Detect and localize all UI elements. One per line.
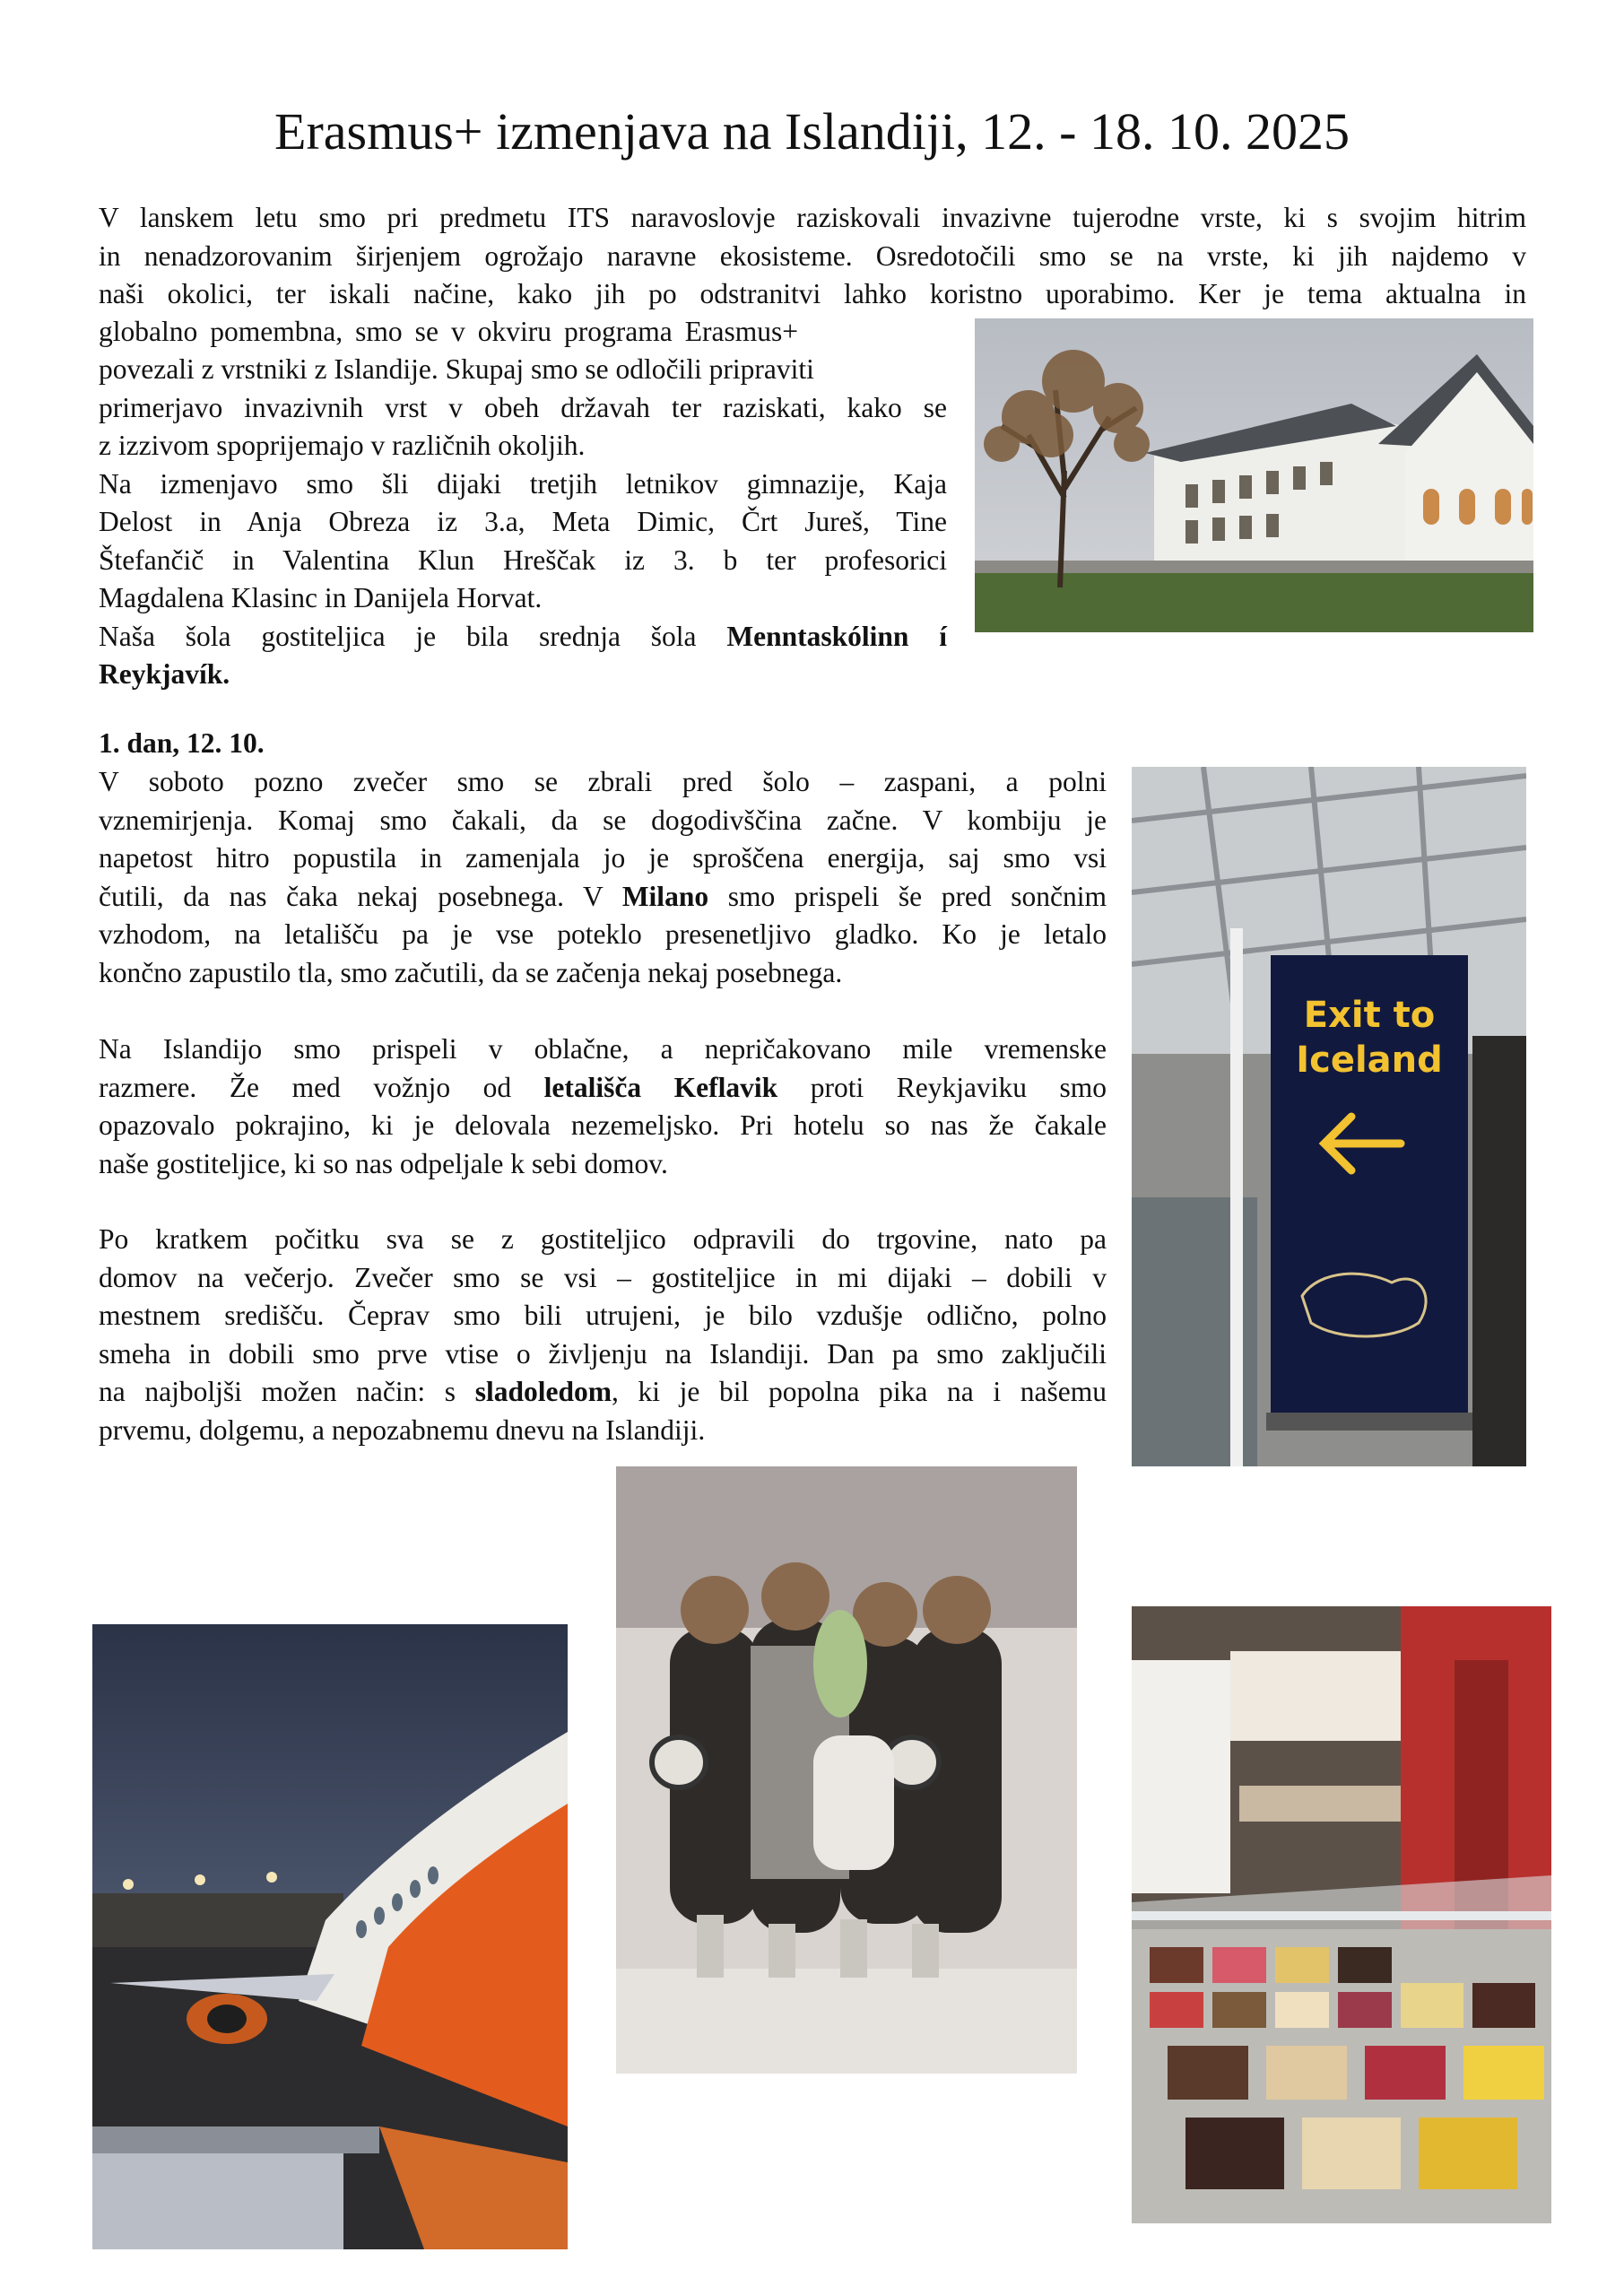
day1-line: mestnem središču. Čeprav smo bili utrujeni, je bilo vzdušje odlično, polno xyxy=(99,1300,1107,1331)
day1-line: naše gostiteljice, ki so nas odpeljale k sebi domov. xyxy=(99,1147,668,1179)
intro-line: V lanskem letu smo pri predmetu ITS naravoslovje raziskovali invazivne tujerodne vrste, ki s svojim hitrim xyxy=(99,202,1526,233)
day1-line: domov na večerjo. Zvečer smo se vsi – gostiteljice in mi dijaki – dobili v xyxy=(99,1261,1107,1293)
day1-paragraph-1 xyxy=(99,763,1107,992)
airport-keflavik: letališča Keflavik xyxy=(543,1071,778,1103)
intro-line: Na izmenjavo smo šli dijaki tretjih letnikov gimnazije, Kaja xyxy=(99,467,947,500)
day1-line: smeha in dobili smo prve vtise o življenju na Islandiji. Dan pa smo zaključili xyxy=(99,1337,1107,1370)
ice-cream-word: sladoledom xyxy=(474,1376,612,1407)
host-school-line-2 xyxy=(99,656,947,694)
intro-line: Štefančič in Valentina Klun Hreščak iz 3. b ter profesorici xyxy=(99,544,947,576)
day1-paragraph-2 xyxy=(99,1031,1107,1183)
sign-text-exit: Exit to xyxy=(1303,995,1436,1036)
host-school-line xyxy=(99,618,947,657)
day1-line-part: na najboljši možen način: s xyxy=(99,1376,456,1407)
intro-line: Delost in Anja Obreza iz 3.a, Meta Dimic, Črt Jureš, Tine xyxy=(99,506,947,537)
page-title: Erasmus+ izmenjava na Islandiji, 12. - 18. 10. 2025 xyxy=(274,102,1350,161)
host-prefix: Naša šola gostiteljica je bila srednja šola xyxy=(99,620,697,652)
intro-paragraph-narrow xyxy=(99,351,947,694)
day1-line: vznemirjenja. Komaj smo čakali, da se dogodivščina začne. V kombiju je xyxy=(99,804,1107,836)
day1-line: prvemu, dolgemu, a nepozabnemu dnevu na Islandiji. xyxy=(99,1413,706,1446)
airport-exit-sign-photo xyxy=(1132,767,1526,1466)
intro-line: Magdalena Klasinc in Danijela Horvat. xyxy=(99,582,543,613)
day1-line: končno zapustilo tla, smo začutili, da se začenja nekaj posebnega. xyxy=(99,956,843,988)
day1-heading-text: 1. dan, 12. 10. xyxy=(99,727,265,759)
intro-line: naši okolici, ter iskali načine, kako jih po odstranitvi lahko koristno uporabimo. Ker je tema aktualna in xyxy=(99,278,1526,309)
intro-paragraph xyxy=(99,199,1526,314)
host-school-name: Menntaskólinn í xyxy=(726,620,947,652)
airplane-boarding-photo xyxy=(92,1624,568,2249)
day1-line: vzhodom, na letališču pa je vse poteklo presenetljivo gladko. Ko je letalo xyxy=(99,918,1107,950)
city-milano: Milano xyxy=(621,880,709,912)
day1-paragraph-3 xyxy=(99,1221,1107,1449)
day1-line: V soboto pozno zvečer smo se zbrali pred šolo – zaspani, a polni xyxy=(99,766,1107,797)
intro-line: povezali z vrstniki z Islandije. Skupaj smo se odločili pripraviti xyxy=(99,353,814,385)
intro-line: z izzivom spoprijemajo v različnih okoljih. xyxy=(99,430,586,461)
ice-cream-counter-photo xyxy=(1132,1606,1551,2223)
intro-line: in nenadzorovanim širjenjem ogrožajo naravne ekosisteme. Osredotočili smo se na vrste, ki jih najdemo v xyxy=(99,239,1526,272)
day1-line-keflavik xyxy=(99,1069,1107,1108)
intro-paragraph-narrow-start xyxy=(99,313,798,352)
sign-text-iceland: Iceland xyxy=(1296,1039,1443,1081)
day1-line-part: proti Reykjaviku smo xyxy=(810,1071,1107,1103)
day1-line: napetost hitro popustila in zamenjala jo je sproščena energija, saj smo vsi xyxy=(99,842,1107,874)
day1-heading xyxy=(99,725,265,763)
day1-line-part: , ki je bil popolna pika na i našemu xyxy=(611,1376,1107,1407)
day1-line-part: čutili, da nas čaka nekaj posebnega. V xyxy=(99,880,604,912)
day1-line: opazovalo pokrajino, ki je delovala nezemeljsko. Pri hotelu so nas že čakale xyxy=(99,1109,1107,1141)
day1-line: Na Islandijo smo prispeli v oblačne, a nepričakovano mile vremenske xyxy=(99,1033,1107,1065)
intro-line: globalno pomembna, smo se v okviru programa Erasmus+ xyxy=(99,316,798,347)
day1-line: Po kratkem počitku sva se z gostiteljico odpravili do trgovine, nato pa xyxy=(99,1223,1107,1255)
day1-line-part: smo prispeli še pred sončnim xyxy=(727,880,1107,912)
group-selfie-photo xyxy=(616,1466,1077,2074)
day1-line-part: razmere. Že med vožnjo od xyxy=(99,1071,512,1103)
day1-line-milano xyxy=(99,878,1107,917)
host-school-city: Reykjavík. xyxy=(99,658,230,690)
intro-line: primerjavo invazivnih vrst v obeh državah ter raziskati, kako se xyxy=(99,391,947,423)
day1-line-sladoled xyxy=(99,1373,1107,1412)
school-building-photo xyxy=(975,318,1533,632)
